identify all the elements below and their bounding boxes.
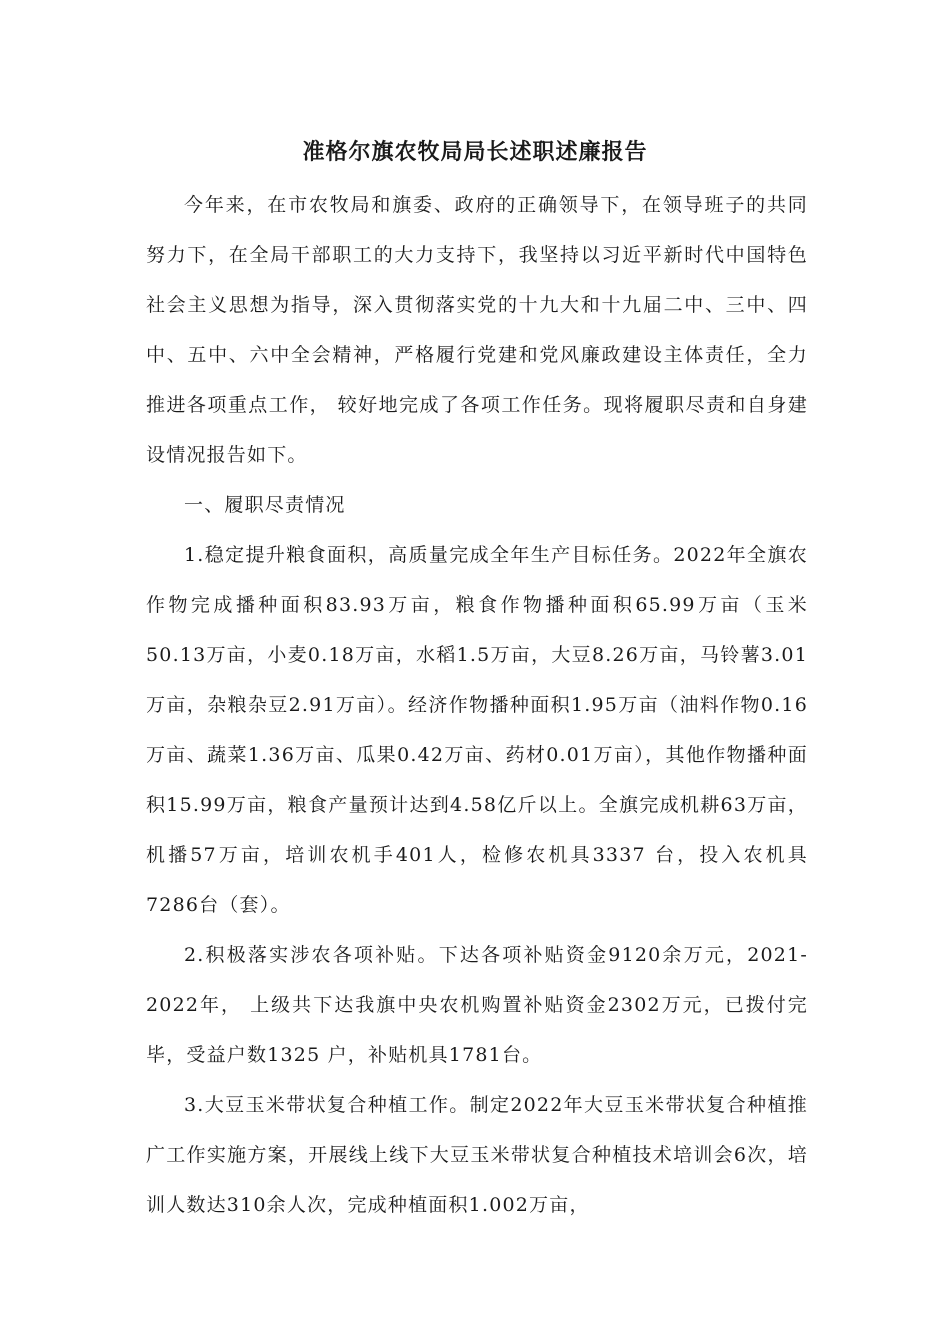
paragraph-item-2: 2.积极落实涉农各项补贴。下达各项补贴资金9120余万元，2021-2022年， 上级共下达我旗中央农机购置补贴资金2302万元，已拨付完毕，受益户数1325 户，补贴机具1781台。 xyxy=(146,944,808,1066)
document-body xyxy=(146,180,808,1230)
paragraph-intro: 今年来，在市农牧局和旗委、政府的正确领导下，在领导班子的共同努力下，在全局干部职工的大力支持下，我坚持以习近平新时代中国特色社会主义思想为指导，深入贯彻落实党的十九大和十九届二中、三中、四中、五中、六中全会精神，严格履行党建和党风廉政建设主体责任，全力推进各项重点工作， 较好地完成了各项工作任务。现将履职尽责和自身建设情况报告如下。 xyxy=(146,194,808,466)
paragraph-item-3: 3.大豆玉米带状复合种植工作。制定2022年大豆玉米带状复合种植推广工作实施方案，开展线上线下大豆玉米带状复合种植技术培训会6次，培训人数达310余人次，完成种植面积1.002万亩， xyxy=(146,1094,808,1216)
section-heading: 一、履职尽责情况 xyxy=(184,494,346,516)
paragraph-item-1: 1.稳定提升粮食面积，高质量完成全年生产目标任务。2022年全旗农作物完成播种面积83.93万亩，粮食作物播种面积65.99万亩（玉米50.13万亩，小麦0.18万亩，水稻1.5万亩，大豆8.26万亩，马铃薯3.01万亩，杂粮杂豆2.91万亩）。经济作物播种面积1.95万亩（油料作物0.16万亩、蔬菜1.36万亩、瓜果0.42万亩、药材0.01万亩），其他作物播种面积15.99万亩，粮食产量预计达到4.58亿斤以上。全旗完成机耕63万亩，机播57万亩，培训农机手401人，检修农机具3337 台，投入农机具7286台（套）。 xyxy=(146,544,808,916)
document-title: 准格尔旗农牧局局长述职述廉报告 xyxy=(302,139,648,165)
